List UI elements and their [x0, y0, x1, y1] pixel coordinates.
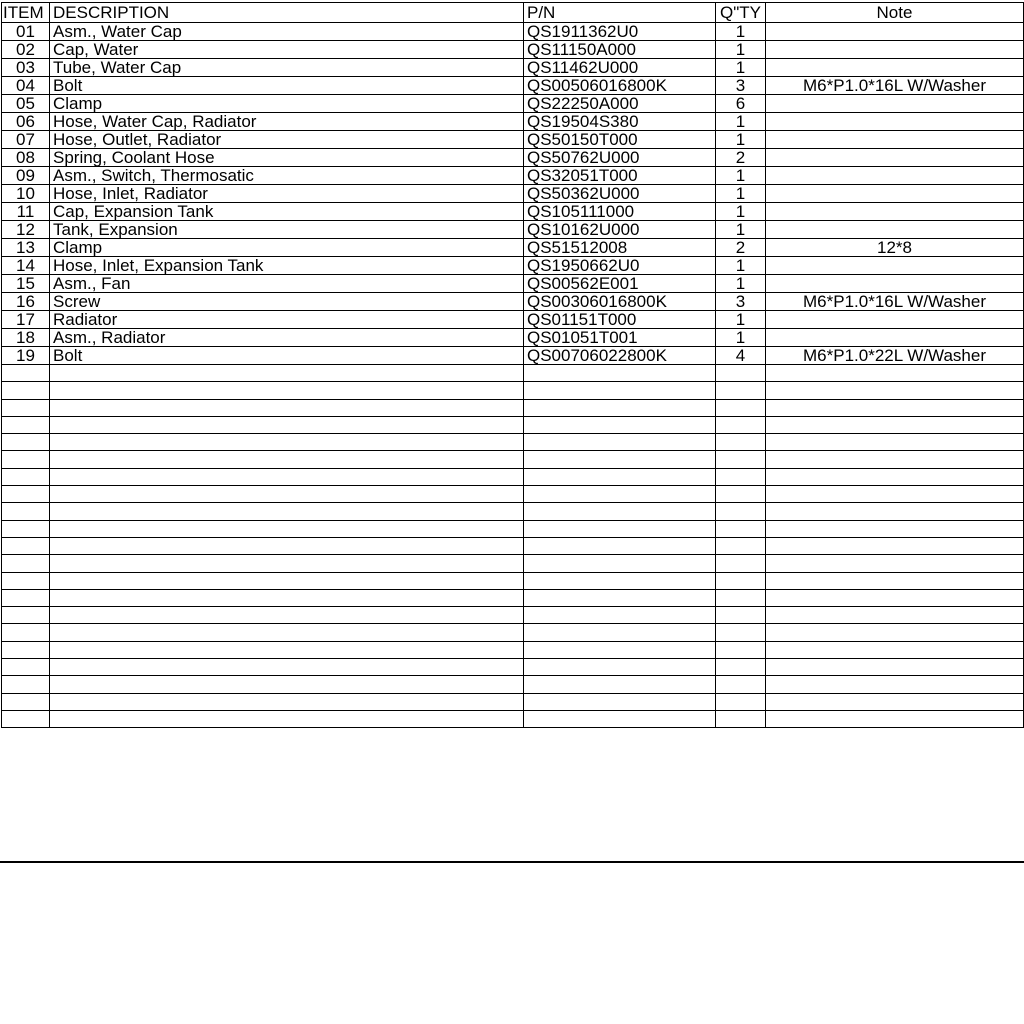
empty-cell-note — [766, 607, 1024, 624]
empty-cell-qty — [716, 572, 766, 589]
empty-cell-note — [766, 589, 1024, 606]
cell-item: 05 — [2, 95, 50, 113]
cell-item: 19 — [2, 347, 50, 365]
empty-table-row — [2, 555, 1024, 572]
empty-cell-description — [50, 503, 524, 520]
empty-table-row — [2, 676, 1024, 693]
table-row — [2, 311, 1024, 329]
empty-cell-note — [766, 693, 1024, 710]
empty-cell-description — [50, 607, 524, 624]
table-row — [2, 167, 1024, 185]
empty-cell-qty — [716, 641, 766, 658]
empty-cell-item — [2, 503, 50, 520]
empty-cell-note — [766, 659, 1024, 676]
cell-note — [766, 203, 1024, 221]
empty-cell-description — [50, 434, 524, 451]
empty-cell-pn — [524, 486, 716, 503]
cell-qty: 2 — [716, 239, 766, 257]
empty-cell-note — [766, 503, 1024, 520]
empty-table-row — [2, 365, 1024, 382]
cell-pn: QS1950662U0 — [524, 257, 716, 275]
empty-cell-description — [50, 555, 524, 572]
empty-cell-item — [2, 537, 50, 554]
table-row — [2, 113, 1024, 131]
cell-note: M6*P1.0*22L W/Washer — [766, 347, 1024, 365]
empty-cell-note — [766, 434, 1024, 451]
empty-cell-note — [766, 572, 1024, 589]
cell-item: 15 — [2, 275, 50, 293]
empty-cell-pn — [524, 607, 716, 624]
table-header-row — [2, 3, 1024, 23]
cell-note — [766, 23, 1024, 41]
cell-description: Hose, Inlet, Radiator — [50, 185, 524, 203]
empty-cell-qty — [716, 624, 766, 641]
cell-pn: QS19504S380 — [524, 113, 716, 131]
cell-qty: 1 — [716, 41, 766, 59]
table-row — [2, 221, 1024, 239]
empty-cell-description — [50, 693, 524, 710]
cell-item: 14 — [2, 257, 50, 275]
cell-note: 12*8 — [766, 239, 1024, 257]
empty-cell-pn — [524, 468, 716, 485]
cell-item: 12 — [2, 221, 50, 239]
cell-item: 16 — [2, 293, 50, 311]
empty-cell-description — [50, 382, 524, 399]
cell-note — [766, 185, 1024, 203]
empty-table-row — [2, 451, 1024, 468]
empty-cell-item — [2, 641, 50, 658]
empty-cell-qty — [716, 468, 766, 485]
cell-item: 08 — [2, 149, 50, 167]
table-row — [2, 131, 1024, 149]
empty-cell-note — [766, 451, 1024, 468]
empty-table-row — [2, 572, 1024, 589]
empty-cell-note — [766, 365, 1024, 382]
empty-cell-note — [766, 382, 1024, 399]
empty-cell-pn — [524, 537, 716, 554]
empty-cell-note — [766, 676, 1024, 693]
cell-note — [766, 311, 1024, 329]
empty-cell-item — [2, 676, 50, 693]
empty-cell-qty — [716, 382, 766, 399]
empty-cell-description — [50, 710, 524, 727]
cell-item: 13 — [2, 239, 50, 257]
cell-pn: QS11462U000 — [524, 59, 716, 77]
cell-item: 17 — [2, 311, 50, 329]
empty-cell-note — [766, 624, 1024, 641]
cell-item: 03 — [2, 59, 50, 77]
empty-cell-description — [50, 451, 524, 468]
cell-description: Radiator — [50, 311, 524, 329]
cell-pn: QS00562E001 — [524, 275, 716, 293]
empty-cell-note — [766, 710, 1024, 727]
empty-cell-pn — [524, 520, 716, 537]
cell-note — [766, 257, 1024, 275]
cell-qty: 1 — [716, 131, 766, 149]
header-pn: P/N — [524, 3, 716, 23]
empty-cell-description — [50, 572, 524, 589]
empty-table-row — [2, 520, 1024, 537]
cell-qty: 1 — [716, 59, 766, 77]
cell-description: Asm., Fan — [50, 275, 524, 293]
empty-cell-item — [2, 589, 50, 606]
empty-cell-description — [50, 676, 524, 693]
cell-description: Spring, Coolant Hose — [50, 149, 524, 167]
cell-item: 09 — [2, 167, 50, 185]
cell-qty: 2 — [716, 149, 766, 167]
cell-note — [766, 95, 1024, 113]
cell-qty: 1 — [716, 167, 766, 185]
table-row — [2, 257, 1024, 275]
empty-cell-item — [2, 710, 50, 727]
cell-item: 11 — [2, 203, 50, 221]
empty-cell-item — [2, 555, 50, 572]
cell-qty: 1 — [716, 185, 766, 203]
empty-cell-pn — [524, 365, 716, 382]
cell-qty: 3 — [716, 293, 766, 311]
cell-note: M6*P1.0*16L W/Washer — [766, 293, 1024, 311]
empty-cell-pn — [524, 434, 716, 451]
cell-qty: 1 — [716, 311, 766, 329]
empty-cell-pn — [524, 589, 716, 606]
cell-description: Hose, Outlet, Radiator — [50, 131, 524, 149]
cell-pn: QS1911362U0 — [524, 23, 716, 41]
empty-cell-pn — [524, 503, 716, 520]
empty-cell-qty — [716, 693, 766, 710]
empty-table-row — [2, 382, 1024, 399]
cell-pn: QS01151T000 — [524, 311, 716, 329]
empty-cell-pn — [524, 693, 716, 710]
empty-table-row — [2, 434, 1024, 451]
cell-qty: 1 — [716, 275, 766, 293]
cell-qty: 1 — [716, 257, 766, 275]
cell-note — [766, 221, 1024, 239]
empty-cell-note — [766, 468, 1024, 485]
empty-cell-item — [2, 399, 50, 416]
cell-pn: QS50762U000 — [524, 149, 716, 167]
cell-pn: QS50362U000 — [524, 185, 716, 203]
empty-cell-pn — [524, 416, 716, 433]
table-row — [2, 59, 1024, 77]
cell-qty: 4 — [716, 347, 766, 365]
cell-qty: 6 — [716, 95, 766, 113]
table-row — [2, 329, 1024, 347]
header-description: DESCRIPTION — [50, 3, 524, 23]
empty-cell-pn — [524, 555, 716, 572]
empty-cell-qty — [716, 486, 766, 503]
empty-cell-note — [766, 520, 1024, 537]
empty-cell-qty — [716, 503, 766, 520]
cell-qty: 3 — [716, 77, 766, 95]
table-row — [2, 275, 1024, 293]
empty-cell-pn — [524, 451, 716, 468]
table-row — [2, 347, 1024, 365]
empty-cell-item — [2, 365, 50, 382]
table-row — [2, 239, 1024, 257]
table-row — [2, 41, 1024, 59]
cell-item: 10 — [2, 185, 50, 203]
cell-note: M6*P1.0*16L W/Washer — [766, 77, 1024, 95]
cell-description: Bolt — [50, 77, 524, 95]
empty-table-row — [2, 416, 1024, 433]
empty-cell-qty — [716, 365, 766, 382]
cell-description: Clamp — [50, 95, 524, 113]
table-row — [2, 23, 1024, 41]
empty-table-row — [2, 659, 1024, 676]
empty-table-row — [2, 624, 1024, 641]
empty-cell-item — [2, 607, 50, 624]
empty-cell-pn — [524, 641, 716, 658]
empty-table-row — [2, 607, 1024, 624]
cell-pn: QS01051T001 — [524, 329, 716, 347]
empty-cell-note — [766, 486, 1024, 503]
cell-description: Screw — [50, 293, 524, 311]
cell-qty: 1 — [716, 113, 766, 131]
cell-pn: QS10162U000 — [524, 221, 716, 239]
empty-cell-item — [2, 624, 50, 641]
empty-cell-qty — [716, 589, 766, 606]
empty-table-row — [2, 486, 1024, 503]
cell-pn: QS51512008 — [524, 239, 716, 257]
cell-pn: QS00506016800K — [524, 77, 716, 95]
empty-cell-qty — [716, 434, 766, 451]
cell-note — [766, 329, 1024, 347]
cell-description: Clamp — [50, 239, 524, 257]
empty-cell-pn — [524, 676, 716, 693]
cell-item: 07 — [2, 131, 50, 149]
table-row — [2, 185, 1024, 203]
empty-cell-note — [766, 555, 1024, 572]
empty-cell-description — [50, 486, 524, 503]
empty-cell-qty — [716, 659, 766, 676]
empty-cell-description — [50, 537, 524, 554]
empty-cell-pn — [524, 659, 716, 676]
cell-pn: QS105111000 — [524, 203, 716, 221]
cell-qty: 1 — [716, 221, 766, 239]
parts-table-body — [2, 23, 1024, 728]
divider — [0, 861, 1024, 863]
cell-item: 04 — [2, 77, 50, 95]
cell-description: Asm., Switch, Thermosatic — [50, 167, 524, 185]
header-qty: Q"TY — [716, 3, 766, 23]
empty-cell-qty — [716, 710, 766, 727]
empty-cell-pn — [524, 399, 716, 416]
cell-note — [766, 167, 1024, 185]
empty-cell-pn — [524, 382, 716, 399]
empty-cell-item — [2, 434, 50, 451]
empty-cell-note — [766, 399, 1024, 416]
cell-note — [766, 113, 1024, 131]
empty-table-row — [2, 468, 1024, 485]
empty-cell-description — [50, 399, 524, 416]
cell-qty: 1 — [716, 203, 766, 221]
empty-table-row — [2, 589, 1024, 606]
empty-cell-item — [2, 468, 50, 485]
table-row — [2, 149, 1024, 167]
empty-cell-qty — [716, 607, 766, 624]
cell-description: Tank, Expansion — [50, 221, 524, 239]
empty-cell-description — [50, 468, 524, 485]
parts-table — [1, 2, 1024, 728]
cell-qty: 1 — [716, 329, 766, 347]
empty-cell-item — [2, 451, 50, 468]
empty-table-row — [2, 641, 1024, 658]
cell-description: Hose, Water Cap, Radiator — [50, 113, 524, 131]
empty-cell-description — [50, 416, 524, 433]
empty-cell-qty — [716, 555, 766, 572]
empty-cell-item — [2, 520, 50, 537]
cell-description: Tube, Water Cap — [50, 59, 524, 77]
empty-cell-description — [50, 589, 524, 606]
empty-cell-qty — [716, 416, 766, 433]
header-note: Note — [766, 3, 1024, 23]
empty-table-row — [2, 399, 1024, 416]
empty-cell-qty — [716, 537, 766, 554]
cell-description: Asm., Water Cap — [50, 23, 524, 41]
cell-description: Hose, Inlet, Expansion Tank — [50, 257, 524, 275]
empty-cell-description — [50, 641, 524, 658]
empty-cell-description — [50, 624, 524, 641]
cell-pn: QS00306016800K — [524, 293, 716, 311]
cell-note — [766, 149, 1024, 167]
empty-cell-note — [766, 416, 1024, 433]
empty-cell-item — [2, 486, 50, 503]
cell-note — [766, 275, 1024, 293]
empty-cell-description — [50, 365, 524, 382]
empty-cell-pn — [524, 572, 716, 589]
empty-cell-item — [2, 382, 50, 399]
header-item: ITEM — [2, 3, 50, 23]
cell-description: Asm., Radiator — [50, 329, 524, 347]
empty-cell-qty — [716, 399, 766, 416]
empty-cell-description — [50, 520, 524, 537]
empty-cell-item — [2, 659, 50, 676]
cell-item: 18 — [2, 329, 50, 347]
table-row — [2, 293, 1024, 311]
empty-cell-item — [2, 416, 50, 433]
empty-cell-pn — [524, 624, 716, 641]
cell-pn: QS11150A000 — [524, 41, 716, 59]
cell-item: 02 — [2, 41, 50, 59]
empty-cell-item — [2, 693, 50, 710]
empty-table-row — [2, 503, 1024, 520]
cell-note — [766, 131, 1024, 149]
cell-pn: QS22250A000 — [524, 95, 716, 113]
empty-cell-note — [766, 537, 1024, 554]
cell-description: Cap, Expansion Tank — [50, 203, 524, 221]
empty-cell-qty — [716, 451, 766, 468]
empty-table-row — [2, 710, 1024, 727]
empty-cell-qty — [716, 520, 766, 537]
table-row — [2, 95, 1024, 113]
cell-item: 06 — [2, 113, 50, 131]
empty-cell-qty — [716, 676, 766, 693]
table-row — [2, 77, 1024, 95]
empty-table-row — [2, 693, 1024, 710]
cell-item: 01 — [2, 23, 50, 41]
cell-description: Cap, Water — [50, 41, 524, 59]
cell-note — [766, 41, 1024, 59]
empty-cell-description — [50, 659, 524, 676]
cell-pn: QS00706022800K — [524, 347, 716, 365]
empty-cell-note — [766, 641, 1024, 658]
cell-note — [766, 59, 1024, 77]
cell-pn: QS32051T000 — [524, 167, 716, 185]
empty-cell-item — [2, 572, 50, 589]
cell-description: Bolt — [50, 347, 524, 365]
cell-qty: 1 — [716, 23, 766, 41]
empty-cell-pn — [524, 710, 716, 727]
cell-pn: QS50150T000 — [524, 131, 716, 149]
empty-table-row — [2, 537, 1024, 554]
table-row — [2, 203, 1024, 221]
